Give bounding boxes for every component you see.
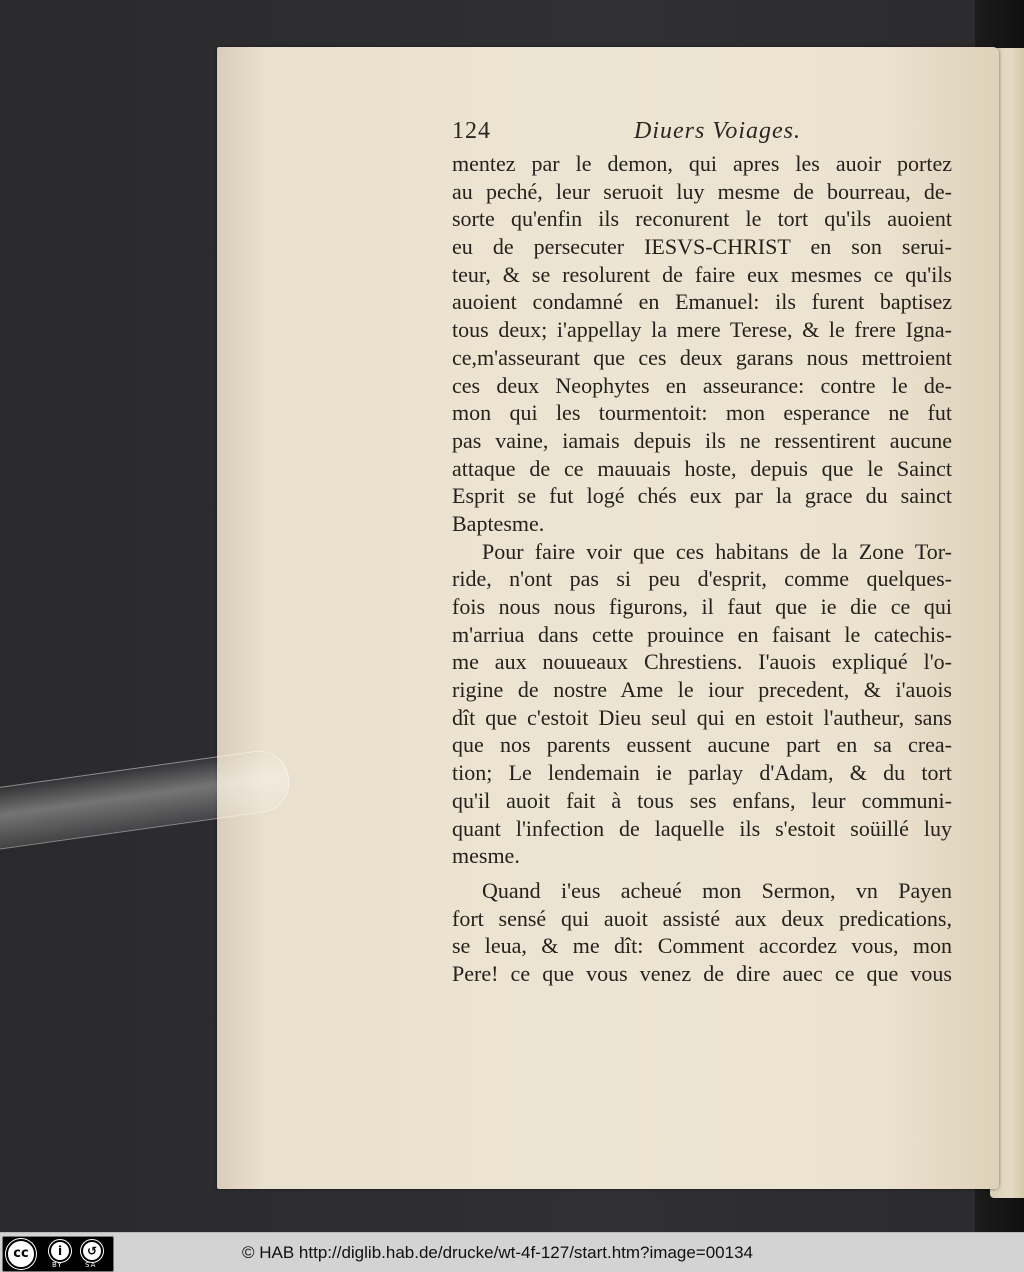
text-line: ce,m'asseurant que ces deux garans nous mettroient <box>452 344 952 370</box>
text-line: tion; Le lendemain ie parlay d'Adam, & du tort <box>452 760 952 786</box>
text-line: teur, & se resolurent de faire eux mesmes ce qu'ils <box>452 261 952 287</box>
text-line: Baptesme. <box>452 510 545 536</box>
text-line: Esprit se fut logé chés eux par la grace du sainct <box>452 483 952 509</box>
text-line: m'arriua dans cette prouince en faisant le catechis- <box>452 621 952 647</box>
text-line: au peché, leur seruoit luy mesme de bourreau, de- <box>452 178 952 204</box>
share-alike-icon: ↺ <box>81 1240 103 1262</box>
creative-commons-license-badge[interactable] <box>2 1236 114 1272</box>
text-line: dît que c'estoit Dieu seul qui en estoit l'autheur, sans <box>452 704 952 730</box>
sa-label: SA <box>85 1261 97 1269</box>
text-line: mesme. <box>452 843 520 869</box>
text-line: attaque de ce mauuais hoste, depuis que le Sainct <box>452 455 952 481</box>
text-line: Pere! ce que vous venez de dire auec ce que vous <box>452 960 952 986</box>
text-line: me aux nouueaux Chrestiens. I'auois expliqué l'o- <box>452 649 952 675</box>
footer-bar <box>0 1232 1024 1272</box>
text-line: tous deux; i'appellay la mere Terese, & le frere Igna- <box>452 317 952 343</box>
cc-logo-icon: cc <box>6 1239 36 1269</box>
running-title: Diuers Voiages. <box>634 118 801 144</box>
text-line: eu de persecuter IESVS-CHRIST en son serui- <box>452 234 952 260</box>
attribution-icon: i <box>49 1240 71 1262</box>
text-line: ride, n'ont pas si peu d'esprit, comme quelques- <box>452 566 952 592</box>
text-line: se leua, & me dît: Comment accordez vous, mon <box>452 933 952 959</box>
text-line: mon qui les tourmentoit: mon esperance ne fut <box>452 400 952 426</box>
text-line: que nos parents eussent aucune part en sa crea- <box>452 732 952 758</box>
text-line: Quand i'eus acheué mon Sermon, vn Payen <box>482 877 952 903</box>
text-line: mentez par le demon, qui apres les auoir portez <box>452 151 952 176</box>
text-line: qu'il auoit fait à tous ses enfans, leur communi- <box>452 787 952 813</box>
source-url-text: © HAB http://diglib.hab.de/drucke/wt-4f-127/start.htm?image=00134 <box>242 1243 754 1262</box>
text-line: quant l'infection de laquelle ils s'estoit soüillé luy <box>452 815 952 841</box>
page-header <box>452 118 972 152</box>
text-line: ces deux Neophytes en asseurance: contre le de- <box>452 372 952 398</box>
text-line: fois nous nous figurons, il faut que ie die ce qui <box>452 594 952 619</box>
by-label: BY <box>52 1261 63 1269</box>
page-number: 124 <box>452 118 491 144</box>
text-line: fort sensé qui auoit assisté aux deux predications, <box>452 905 952 931</box>
text-line: rigine de nostre Ame le iour precedent, & i'auois <box>452 677 952 703</box>
page-text-block <box>452 150 952 988</box>
text-line: Pour faire voir que ces habitans de la Zone Tor- <box>482 538 952 564</box>
text-line: auoient condamné en Emanuel: ils furent baptisez <box>452 289 952 315</box>
text-line: sorte qu'enfin ils reconurent le tort qu'ils auoient <box>452 206 952 232</box>
text-line: pas vaine, iamais depuis ils ne ressentirent aucune <box>452 427 952 453</box>
